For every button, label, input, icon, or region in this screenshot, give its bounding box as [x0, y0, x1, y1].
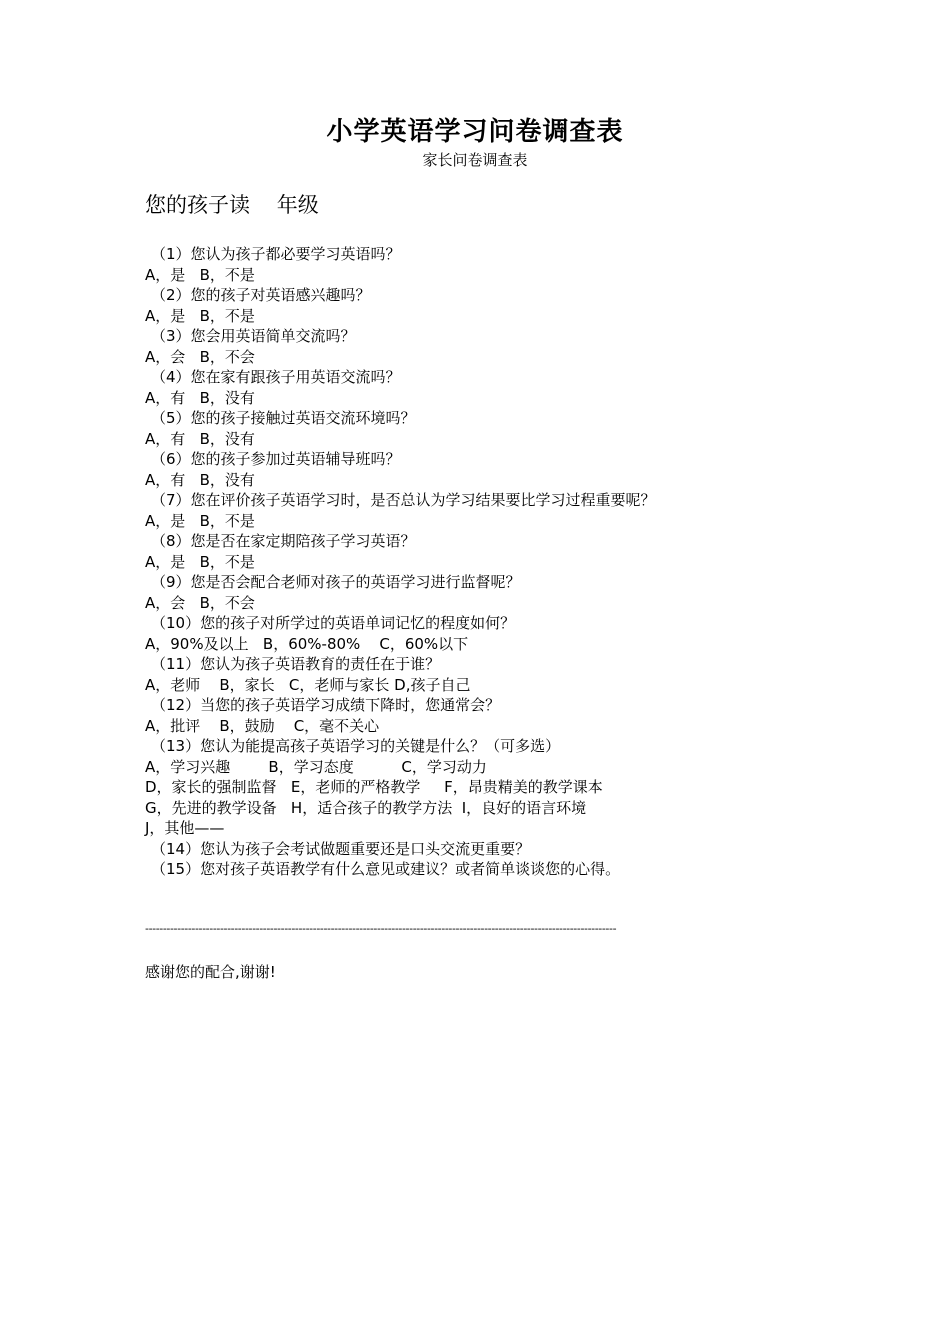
answer-options-line: A，是 B，不是	[145, 511, 255, 530]
grade-prompt: 您的孩子读 年级	[145, 193, 319, 217]
question-line: （12）当您的孩子英语学习成绩下降时，您通常会？	[151, 696, 501, 714]
answer-options-line: A，有 B，没有	[145, 470, 255, 489]
answer-options-line: A，会 B，不会	[145, 347, 255, 366]
answer-options-line: A，是 B，不是	[145, 306, 255, 325]
question-line: （4）您在家有跟孩子用英语交流吗？	[151, 368, 401, 386]
question-list	[145, 244, 845, 880]
page-subtitle: 家长问卷调查表	[422, 151, 528, 169]
answer-options-line: J，其他——	[145, 819, 225, 837]
question-line: （6）您的孩子参加过英语辅导班吗？	[151, 450, 401, 468]
question-line: （3）您会用英语简单交流吗？	[151, 327, 356, 345]
question-line: （8）您是否在家定期陪孩子学习英语？	[151, 532, 416, 550]
answer-options-line: A，是 B，不是	[145, 552, 255, 571]
answer-options-line: A，有 B，没有	[145, 429, 255, 448]
answer-options-line: A，90%及以上 B，60%-80% C，60%以下	[145, 634, 469, 653]
question-line: （15）您对孩子英语教学有什么意见或建议？或者简单谈谈您的心得。	[151, 860, 621, 878]
answer-options-line: A，是 B，不是	[145, 265, 255, 284]
answer-options-line: D，家长的强制监督 E，老师的严格教学 F，昂贵精美的教学课本	[145, 778, 603, 796]
page-title: 小学英语学习问卷调查表	[326, 117, 624, 147]
question-line: （13）您认为能提高孩子英语学习的关键是什么？（可多选）	[151, 737, 561, 755]
question-line: （7）您在评价孩子英语学习时，是否总认为学习结果要比学习过程重要呢？	[151, 491, 656, 509]
answer-options-line: G，先进的教学设备 H，适合孩子的教学方法 I，良好的语言环境	[145, 798, 587, 817]
question-line: （2）您的孩子对英语感兴趣吗？	[151, 286, 371, 304]
answer-options-line: A，会 B，不会	[145, 593, 255, 612]
answer-options-line: A，批评 B，鼓励 C，毫不关心	[145, 716, 380, 735]
question-line: （10）您的孩子对所学过的英语单词记忆的程度如何？	[151, 614, 516, 632]
question-line: （11）您认为孩子英语教育的责任在于谁？	[151, 655, 441, 673]
answer-options-line: A，学习兴趣 B，学习态度 C，学习动力	[145, 757, 487, 776]
answer-options-line: A，老师 B，家长 C，老师与家长 D,孩子自己	[145, 675, 471, 694]
question-line: （14）您认为孩子会考试做题重要还是口头交流更重要？	[151, 839, 531, 858]
question-line: （9）您是否会配合老师对孩子的英语学习进行监督呢？	[151, 573, 521, 591]
divider-line: ------------------------------------------------------------------------------------------------------------------------------------	[145, 922, 617, 935]
answer-options-line: A，有 B，没有	[145, 388, 255, 407]
question-line: （1）您认为孩子都必要学习英语吗？	[151, 245, 401, 263]
thanks-text: 感谢您的配合,谢谢!	[145, 963, 276, 981]
question-line: （5）您的孩子接触过英语交流环境吗？	[151, 409, 416, 427]
